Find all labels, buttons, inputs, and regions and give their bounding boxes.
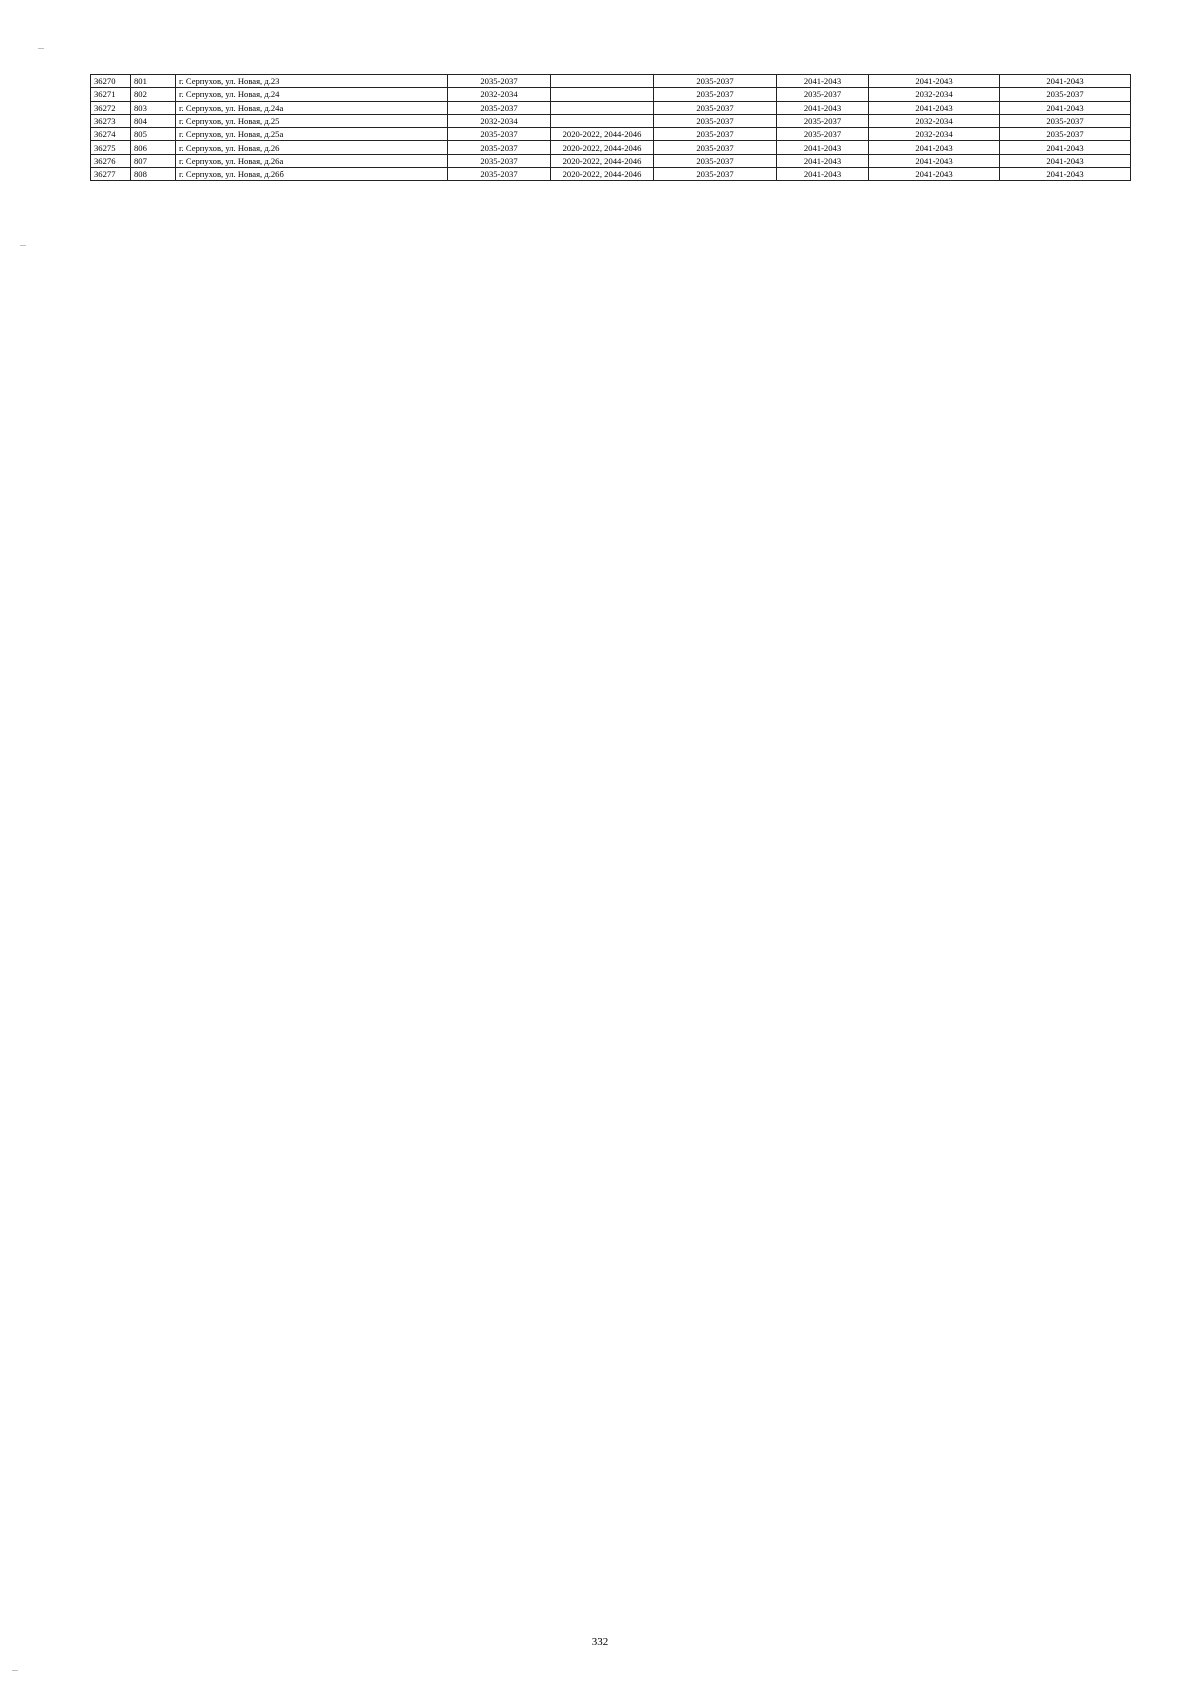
scan-speck [12,1670,18,1671]
period-2-cell [551,114,654,127]
entry-number-cell: 804 [131,114,176,127]
entry-number-cell: 802 [131,88,176,101]
table-row [91,88,1131,101]
row-id-cell: 36272 [91,101,131,114]
period-5-cell: 2032-2034 [869,128,1000,141]
entry-number-cell: 805 [131,128,176,141]
period-2-cell: 2020-2022, 2044-2046 [551,154,654,167]
period-6-cell: 2041-2043 [1000,75,1131,88]
address-cell: г. Серпухов, ул. Новая, д.26б [176,168,448,181]
period-1-cell: 2032-2034 [448,88,551,101]
period-3-cell: 2035-2037 [654,154,777,167]
period-6-cell: 2035-2037 [1000,114,1131,127]
table-row [91,114,1131,127]
period-1-cell: 2035-2037 [448,128,551,141]
table-row [91,128,1131,141]
period-1-cell: 2035-2037 [448,101,551,114]
period-5-cell: 2041-2043 [869,141,1000,154]
address-cell: г. Серпухов, ул. Новая, д.25 [176,114,448,127]
table-row [91,168,1131,181]
row-id-cell: 36275 [91,141,131,154]
address-cell: г. Серпухов, ул. Новая, д.26а [176,154,448,167]
period-4-cell: 2041-2043 [777,101,869,114]
period-3-cell: 2035-2037 [654,128,777,141]
period-6-cell: 2041-2043 [1000,168,1131,181]
period-6-cell: 2035-2037 [1000,88,1131,101]
period-6-cell: 2035-2037 [1000,128,1131,141]
address-cell: г. Серпухов, ул. Новая, д.26 [176,141,448,154]
period-1-cell: 2035-2037 [448,154,551,167]
period-4-cell: 2035-2037 [777,88,869,101]
period-5-cell: 2041-2043 [869,101,1000,114]
entry-number-cell: 801 [131,75,176,88]
address-cell: г. Серпухов, ул. Новая, д.25а [176,128,448,141]
period-4-cell: 2041-2043 [777,75,869,88]
period-1-cell: 2032-2034 [448,114,551,127]
row-id-cell: 36274 [91,128,131,141]
row-id-cell: 36273 [91,114,131,127]
period-5-cell: 2041-2043 [869,75,1000,88]
period-5-cell: 2041-2043 [869,154,1000,167]
period-5-cell: 2032-2034 [869,88,1000,101]
table-row [91,154,1131,167]
housing-repair-schedule-table [90,74,1131,181]
period-2-cell [551,101,654,114]
row-id-cell: 36276 [91,154,131,167]
entry-number-cell: 807 [131,154,176,167]
period-3-cell: 2035-2037 [654,88,777,101]
period-2-cell [551,88,654,101]
period-3-cell: 2035-2037 [654,141,777,154]
period-6-cell: 2041-2043 [1000,141,1131,154]
period-6-cell: 2041-2043 [1000,154,1131,167]
table-body [91,75,1131,181]
period-4-cell: 2041-2043 [777,168,869,181]
table-row [91,101,1131,114]
period-4-cell: 2035-2037 [777,114,869,127]
table-row [91,75,1131,88]
period-4-cell: 2035-2037 [777,128,869,141]
period-4-cell: 2041-2043 [777,141,869,154]
period-3-cell: 2035-2037 [654,114,777,127]
row-id-cell: 36271 [91,88,131,101]
scan-speck [38,48,44,49]
period-1-cell: 2035-2037 [448,141,551,154]
row-id-cell: 36277 [91,168,131,181]
period-4-cell: 2041-2043 [777,154,869,167]
address-cell: г. Серпухов, ул. Новая, д.24 [176,88,448,101]
address-cell: г. Серпухов, ул. Новая, д.24а [176,101,448,114]
entry-number-cell: 803 [131,101,176,114]
period-1-cell: 2035-2037 [448,168,551,181]
period-2-cell: 2020-2022, 2044-2046 [551,128,654,141]
table-row [91,141,1131,154]
address-cell: г. Серпухов, ул. Новая, д.23 [176,75,448,88]
period-3-cell: 2035-2037 [654,168,777,181]
period-5-cell: 2032-2034 [869,114,1000,127]
period-2-cell: 2020-2022, 2044-2046 [551,168,654,181]
period-1-cell: 2035-2037 [448,75,551,88]
period-3-cell: 2035-2037 [654,75,777,88]
period-2-cell [551,75,654,88]
entry-number-cell: 808 [131,168,176,181]
period-5-cell: 2041-2043 [869,168,1000,181]
period-2-cell: 2020-2022, 2044-2046 [551,141,654,154]
entry-number-cell: 806 [131,141,176,154]
page-number: 332 [591,1636,609,1648]
row-id-cell: 36270 [91,75,131,88]
period-3-cell: 2035-2037 [654,101,777,114]
period-6-cell: 2041-2043 [1000,101,1131,114]
scan-speck [20,245,26,246]
